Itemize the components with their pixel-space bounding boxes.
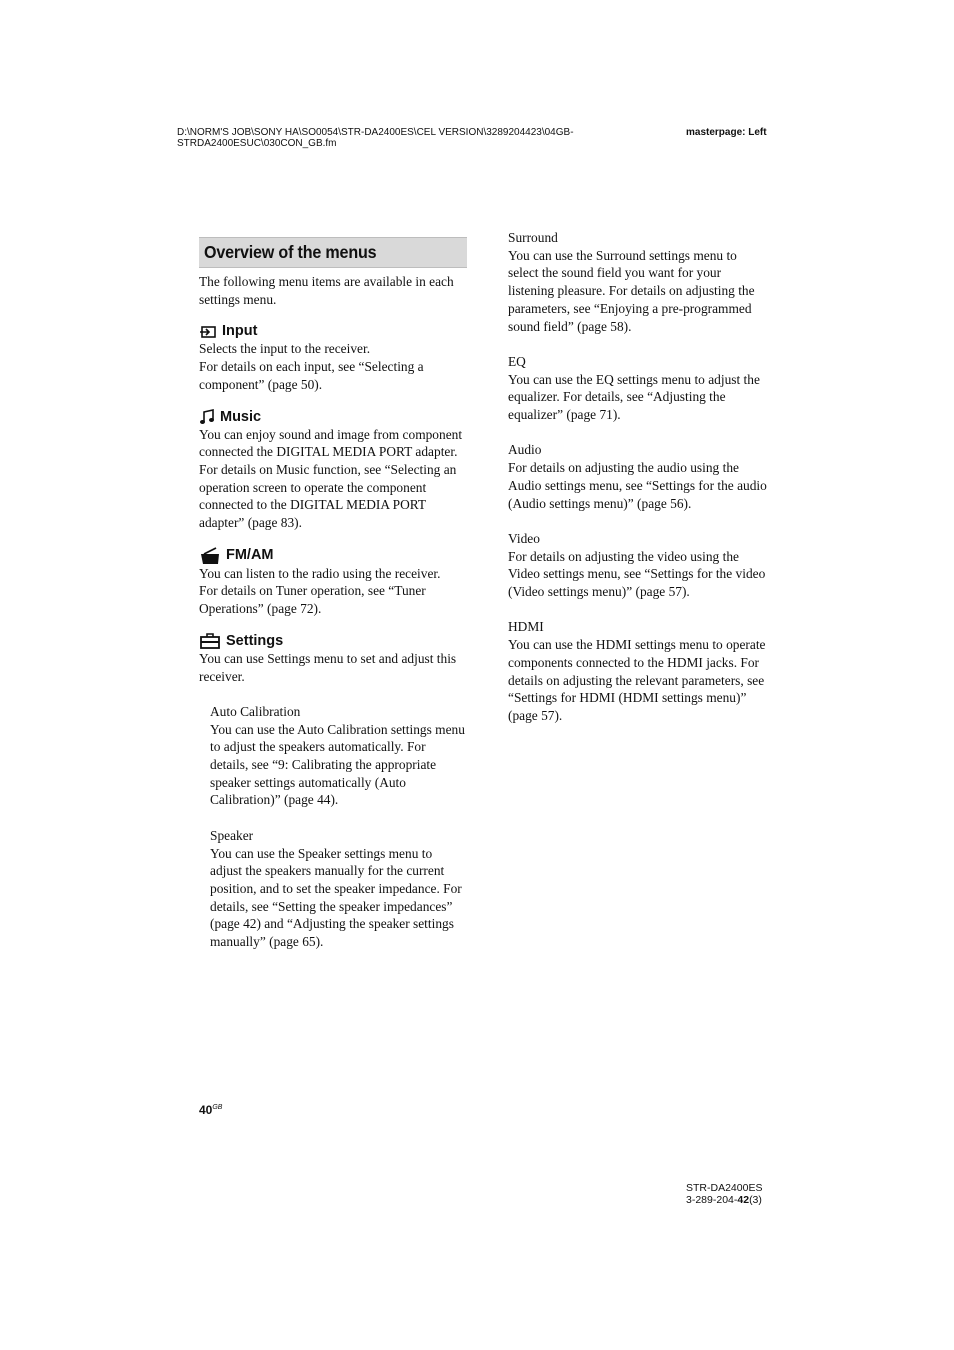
music-text-1: You can enjoy sound and image from component connected the DIGITAL MEDIA PORT adapter. [199,426,463,460]
intro-text: The following menu items are available in each settings menu. [199,274,454,307]
page-title: Overview of the menus [204,242,377,262]
footer-model-info [686,1182,762,1206]
settings-text-1: You can use Settings menu to set and adjust this receiver. [199,650,457,684]
section-heading-input [199,323,467,340]
input-text-2: For details on each input, see “Selecting a component” (page 50). [199,359,424,392]
submenu-name: Audio [508,442,542,458]
page-number [199,1103,222,1117]
right-column [508,229,770,725]
submenu-eq [508,353,770,424]
footer-code-prefix: 3-289-204- [686,1194,738,1206]
page-title-bar [199,237,467,268]
submenu-surround [508,229,770,335]
footer-code [686,1194,762,1206]
submenu-auto-calibration [210,703,467,809]
footer-code-bold: 42 [737,1194,750,1206]
section-heading-fmam-label: FM/AM [226,547,274,564]
music-note-icon [199,409,215,425]
radio-icon [199,547,221,565]
submenu-name: Auto Calibration [210,703,301,719]
submenu-video [508,530,770,601]
footer-code-suffix: (3) [749,1194,762,1206]
masterpage-label: masterpage: Left [686,127,767,138]
fmam-text-2: For details on Tuner operation, see “Tuner Operations” (page 72). [199,583,426,617]
section-heading-music [199,409,467,426]
section-heading-fmam [199,547,467,565]
submenu-text: You can use the Surround settings menu to select the sound field you want for your listening pleasure. For details on adjusting the parameters, see “Enjoying a pre-programmed sound field” (page 58). [508,247,755,334]
submenu-audio [508,441,770,512]
submenu-name: Surround [508,230,558,245]
submenu-hdmi [508,618,770,724]
submenu-speaker [210,827,467,951]
submenu-text: You can use the EQ settings menu to adjust the equalizer. For details, see “Adjusting the equalizer” (page 71). [508,371,760,423]
toolbox-icon [199,633,221,649]
page-number-suffix: GB [212,1104,223,1111]
submenu-name: HDMI [508,619,544,635]
submenu-text: You can use the Speaker settings menu to adjust the speakers manually for the current position, and to set the speaker impedance. For details, see “Setting the speaker impedances” (page 42) and “Adjusting the speaker settings manually” (page 65). [210,845,462,950]
section-heading-music-label: Music [220,408,262,425]
submenu-name: Video [508,530,540,546]
file-path-line-1: D:\NORM'S JOB\SONY HA\SO0054\STR-DA2400ES\CEL VERSION\3289204423\04GB- [177,127,574,138]
page-number-value: 40 [199,1103,213,1117]
section-heading-settings [199,633,467,650]
left-column [199,237,467,951]
input-text-1: Selects the input to the receiver. [199,341,371,357]
submenu-text: For details on adjusting the audio using the Audio settings menu, see “Settings for the audio (Audio settings menu)” (page 56). [508,460,767,511]
fmam-text-1: You can listen to the radio using the receiver. [199,565,441,581]
submenu-text: You can use the HDMI settings menu to operate components connected to the HDMI jacks. For details on adjusting the relevant parameters, see “Settings for HDMI (HDMI settings menu)” (page 57). [508,637,766,723]
input-icon [199,325,217,339]
submenu-text: You can use the Auto Calibration settings menu to adjust the speakers automatically. For details, see “9: Calibrating the appropriate speaker settings automatically (Auto Calibration)” (page 44). [210,721,465,808]
footer-model: STR-DA2400ES [686,1182,763,1194]
submenu-text: For details on adjusting the video using the Video settings menu, see “Settings for the video (Video settings menu)” (page 57). [508,548,766,600]
file-path-line-2: STRDA2400ESUC\030CON_GB.fm [177,138,337,149]
submenu-name: Speaker [210,827,254,843]
section-heading-input-label: Input [222,323,258,340]
music-text-2: For details on Music function, see “Selecting an operation screen to operate the component connected to the DIGITAL MEDIA PORT adapter” (page 83). [199,461,457,531]
submenu-name: EQ [508,353,526,369]
section-heading-settings-label: Settings [226,632,284,649]
file-path-header [177,127,657,149]
